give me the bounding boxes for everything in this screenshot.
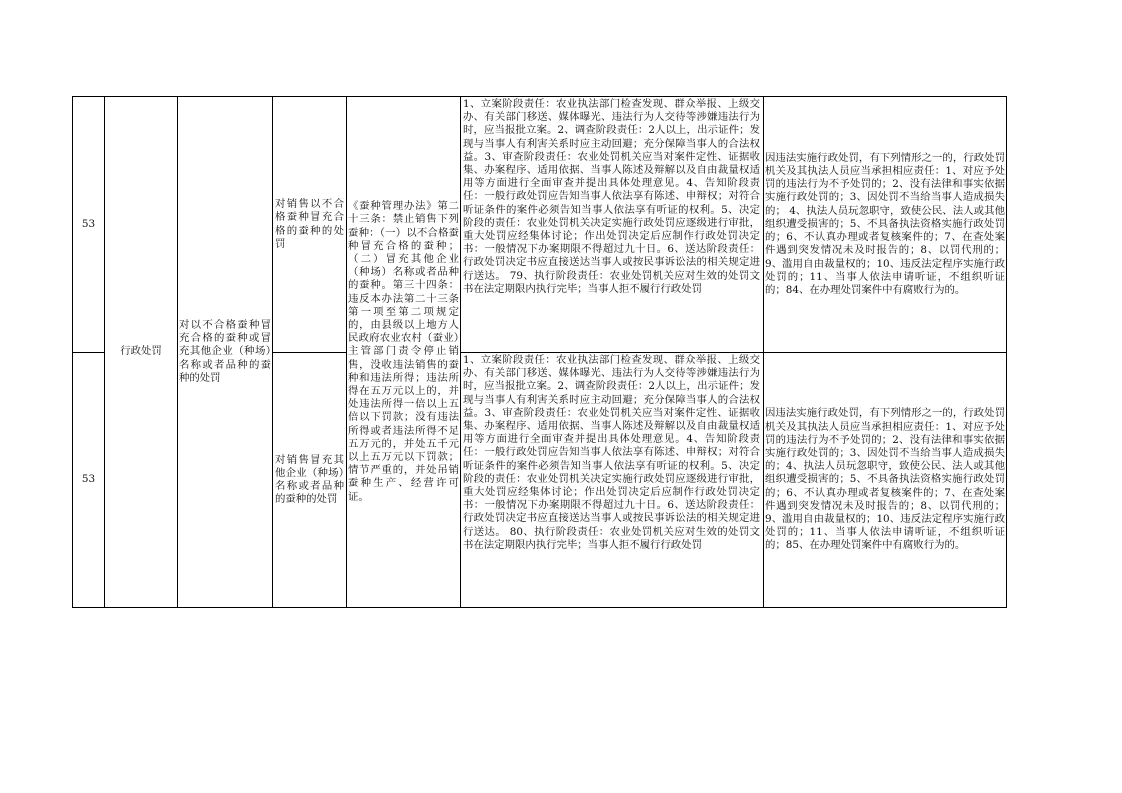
parent-item-cell bbox=[179, 97, 271, 607]
row2-responsibility-text: 1、立案阶段责任：农业执法部门检查发现、群众举报、上级交办、有关部门移送、媒体曝光、违法行为人交待等涉嫌违法行为时，应当报批立案。2、调查阶段责任：2人以上，出示证件；发现与当事人有利害关系时应主动回避；充分保障当事人的合法权益。3、审查阶段责任：农业处罚机关应当对案件定性、证据收集、办案程序、适用依据、当事人陈述及辩解以及自由裁量权适用等方面进行全面审查并提出具体处理意见。4、告知阶段责任：一般行政处罚应告知当事人依法享有陈述、申辩权；对符合听证条件的案件必须告知当事人依法享有听证的权利。5、决定阶段的责任：农业处罚机关决定实施行政处罚应逐级进行审批，重大处罚应经集体讨论；作出处罚决定后应制作行政处罚决定书：一般情况下办案期限不得超过九十日。6、送达阶段责任：行政处罚决定书应直接送达当事人或按民事诉讼法的相关规定进行送达。 80、执行阶段责任：农业处罚机关应对生效的处罚文书在法定期限内执行完毕；当事人拒不履行行政处罚 bbox=[463, 354, 760, 551]
row2-responsibility bbox=[463, 353, 760, 607]
row2-accountability-text: 因违法实施行政处罚，有下列情形之一的，行政处罚机关及其执法人员应当承担相应责任：1、对应予处罚的违法行为不予处罚的；2、没有法律和事实依据实施行政处罚的；3、因处罚不当给当事人造成损失的；4、执法人员玩忽职守，致使公民、法人或其他组织遭受损害的；5、不具备执法资格实施行政处罚的；6、不认真办理或者复核案件的；7、在查处案件遇到突发情况未及时报告的；8、以罚代刑的；9、滥用自由裁量权的；10、违反法定程序实施行政处罚的；11、当事人依法申请听证，不组织听证的；85、在办理处罚案件中有腐败行为的。 bbox=[765, 407, 1005, 552]
row1-responsibility bbox=[463, 97, 760, 352]
row2-accountability bbox=[765, 353, 1005, 607]
table-divider-col4 bbox=[346, 96, 347, 608]
table-border-bottom bbox=[72, 607, 1007, 608]
row1-accountability-text: 因违法实施行政处罚，有下列情形之一的，行政处罚机关及其执法人员应当承担相应责任：1、对应予处罚的违法行为不予处罚的；2、没有法律和事实依据实施行政处罚的；3、因处罚不当给当事人造成损失的； 4、执法人员玩忽职守，致使公民、法人或其他组织遭受损害的；5、不具备执法资格实施行政处罚的；6、不认真办理或者复核案件的；7、在查处案件遇到突发情况未及时报告的；8、以罚代刑的；9、滥用自由裁量权的；10、违反法定程序实施行政处罚的；11、当事人依法申请听证，不组织听证的；84、在办理处罚案件中有腐败行为的。 bbox=[765, 151, 1005, 296]
parent-item-text: 对以不合格蚕种冒充合格的蚕种或冒充其他企业（种场）名称或者品种的蚕种的处罚 bbox=[179, 318, 271, 384]
row2-number-text: 53 bbox=[81, 473, 96, 486]
category-cell bbox=[105, 97, 177, 607]
category-text: 行政处罚 bbox=[120, 345, 162, 358]
row1-number-text: 53 bbox=[81, 217, 96, 230]
row1-item-name-text: 对销售以不合格蚕种冒充合格的蚕种的处罚 bbox=[275, 198, 344, 250]
row1-accountability bbox=[765, 97, 1005, 352]
legal-basis-cell bbox=[348, 97, 459, 607]
table-divider-col2 bbox=[177, 96, 178, 608]
row1-item-name bbox=[275, 97, 344, 352]
legal-basis-text: 《蚕种管理办法》第二十三条：禁止销售下列蚕种：（一）以不合格蚕种冒充合格的蚕种；（二）冒充其他企业（种场）名称或者品种的蚕种。第三十四条：违反本办法第二十三条第一项至第二项规定的，由县级以上地方人民政府农业农村（蚕业）主管部门责令停止销售，没收违法销售的蚕种和违法所得；违法所得在五万元以上的，并处违法所得一倍以上五倍以下罚款；没有违法所得或者违法所得不足五万元的，并处五千元以上五万元以下罚款；情节严重的，并处吊销蚕种生产、经营许可证。 bbox=[348, 200, 459, 503]
row2-item-name-text: 对销售冒充其他企业（种场）名称或者品种的蚕种的处罚 bbox=[275, 453, 344, 506]
row1-responsibility-text: 1、立案阶段责任：农业执法部门检查发现、群众举报、上级交办、有关部门移送、媒体曝光、违法行为人交待等涉嫌违法行为时，应当报批立案。2、调查阶段责任：2人以上，出示证件；发现与当事人有利害关系时应主动回避；充分保障当事人的合法权益。3、审查阶段责任：农业处罚机关应当对案件定性、证据收集、办案程序、适用依据、当事人陈述及辩解以及自由裁量权适用等方面进行全面审查并提出具体处理意见。4、告知阶段责任：一般行政处罚应告知当事人依法享有陈述、申辩权；对符合听证条件的案件必须告知当事人依法享有听证的权利。5、决定阶段的责任：农业处罚机关决定实施行政处罚应逐级进行审批，重大处罚应经集体讨论；作出处罚决定后应制作行政处罚决定书：一般情况下办案期限不得超过九十日。6、送达阶段责任：行政处罚决定书应直接送达当事人或按民事诉讼法的相关规定进行送达。 79、执行阶段责任：农业处罚机关应对生效的处罚文书在法定期限内执行完毕；当事人拒不履行行政处罚 bbox=[463, 98, 760, 295]
row2-item-name bbox=[275, 353, 344, 607]
row2-number bbox=[73, 353, 104, 607]
row1-number bbox=[73, 97, 104, 352]
